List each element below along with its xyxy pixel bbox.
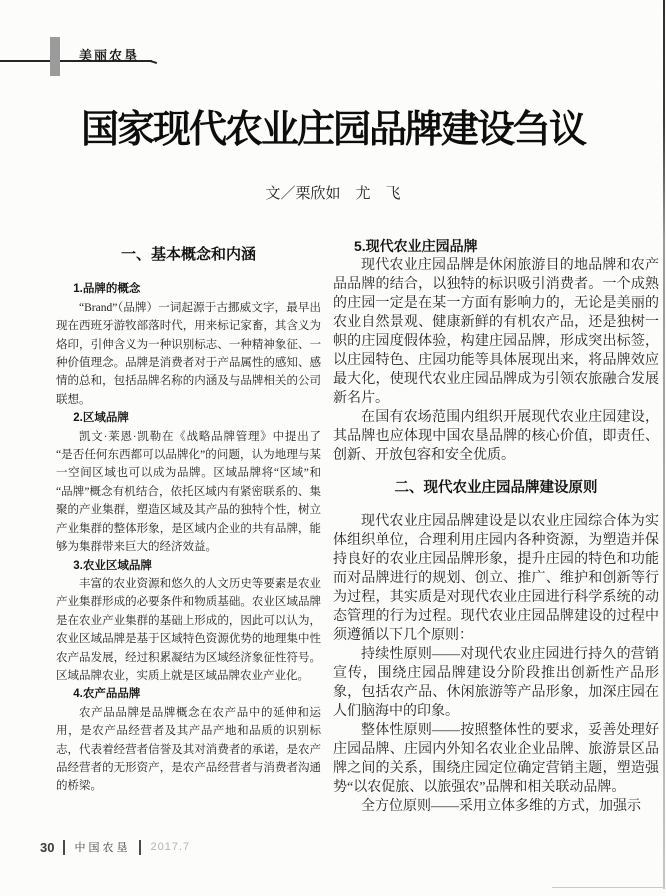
paragraph-principle-allround: 全方位原则——采用立体多维的方式，加强示 (361, 799, 641, 814)
subheading-agri-regional-brand: 3.农业区域品牌 (73, 559, 152, 572)
section-heading-1: 一、基本概念和内涵 (120, 246, 256, 263)
paragraph-agri-product-brand: 农产品品牌是品牌概念在农产品中的延伸和运用，是农产品经营者及其产品产地和品质的识别标志，代表着经营者信誉及其对消费者的承诺，是农产品经营者的无形资产，是农产品经营者与消费者沟通的桥梁。 (56, 706, 321, 793)
page-footer (40, 839, 190, 855)
paragraph-brand-concept: “Brand”（品牌）一词起源于古挪威文字，最早出现在西班牙游牧部落时代，用来标记家畜，其含义为烙印，引伸含义为一种识别标志、一种精神象征、一种价值理念。品牌是消费者对于产品属性的感知、感情的总和，包括品牌名称的内涵及与品牌相关的公司联想。 (56, 301, 321, 406)
subheading-agri-product-brand: 4.农产品品牌 (73, 688, 141, 701)
article-title: 国家现代农业庄园品牌建设刍议 (80, 109, 585, 151)
paragraph-estate-brand-1: 现代农业庄园品牌是休闲旅游目的地品牌和农产品品牌的结合，以独特的标识吸引消费者。一个成熟的庄园一定是在某一方面有影响力的，无论是美丽的农业自然景观、健康新鲜的有机农产品，还是独树一帜的庄园度假体验，构建庄园品牌，形成突出标签，以庄园特色、庄园功能等具体展现出来，将品牌效应最大化，使现代农业庄园品牌成为引领农旅融合发展新名片。 (333, 258, 659, 406)
paragraph-agri-regional-brand: 丰富的农业资源和悠久的人文历史等要素是农业产业集群形成的必要条件和物质基础。农业区域品牌是在农业产业集群的基础上形成的，因此可以认为，农业区域品牌是基于区域特色资源优势的地理集中性农产品发展，经过积累凝结为区域经济象征性符号。区域品牌农业，实质上就是区域品牌农业产业化。 (56, 577, 321, 682)
subheading-regional-brand: 2.区域品牌 (73, 412, 129, 425)
footer-divider (63, 840, 65, 855)
right-column (333, 237, 659, 816)
subheading-brand-concept: 1.品牌的概念 (73, 283, 141, 296)
paragraph-regional-brand: 凯文·莱恩·凯勒在《战略品牌管理》中提出了“是否任何东西都可以品牌化”的问题，认为地理与某一空间区域也可以成为品牌。区域品牌将“区域”和“品牌”概念有机结合，依托区域内有紧密联系的、集聚的产业集群，塑造区域及其产品的独特个性，树立产业集群的整体形象，是区域内企业的共有品牌，能够为集群带来巨大的经济效益。 (56, 430, 321, 554)
left-column (56, 246, 321, 796)
section-label: 美丽农垦 (79, 48, 140, 63)
paragraph-principle-integrity: 整体性原则——按照整体性的要求，妥善处理好庄园品牌、庄园内外知名农业企业品牌、旅游景区品牌之间的关系，围绕庄园定位确定营销主题，塑造强势“以农促旅、以旅强农”品牌和相关联动品牌。 (333, 723, 659, 795)
article-byline: 文／栗欣如 尤 飞 (265, 186, 401, 202)
issue-date: 2017.7 (150, 841, 191, 853)
paragraph-principle-sustainability: 持续性原则——对现代农业庄园进行持久的营销宣传，围绕庄园品牌建设分阶段推出创新性产品形象，包括农产品、休闲旅游等产品形象，加深庄园在人们脑海中的印象。 (333, 647, 659, 719)
journal-name: 中国农垦 (74, 842, 131, 854)
scan-edge-bottom (552, 887, 664, 888)
page-number: 30 (40, 839, 55, 855)
paragraph-principles-intro: 现代农业庄园品牌建设是以农业庄园综合体为实体组织单位，合理利用庄园内各种资源，为塑造并保持良好的农业庄园品牌形象，提升庄园的特色和功能而对品牌进行的规划、创立、推广、维护和创新等行为过程，其实质是对现代农业庄园进行科学系统的动态管理的行为过程。现代农业庄园品牌建设的过程中须遵循以下几个原则： (333, 514, 659, 643)
section-heading-2: 二、现代农业庄园品牌建设原则 (394, 480, 598, 496)
footer-divider (139, 840, 141, 855)
subheading-estate-brand: 5.现代农业庄园品牌 (354, 238, 478, 254)
paragraph-estate-brand-2: 在国有农场范围内组织开展现代农业庄园建设，其品牌也应体现中国农垦品牌的核心价值，即责任、创新、开放包容和安全优质。 (333, 410, 659, 463)
section-tab-marker (50, 37, 60, 76)
